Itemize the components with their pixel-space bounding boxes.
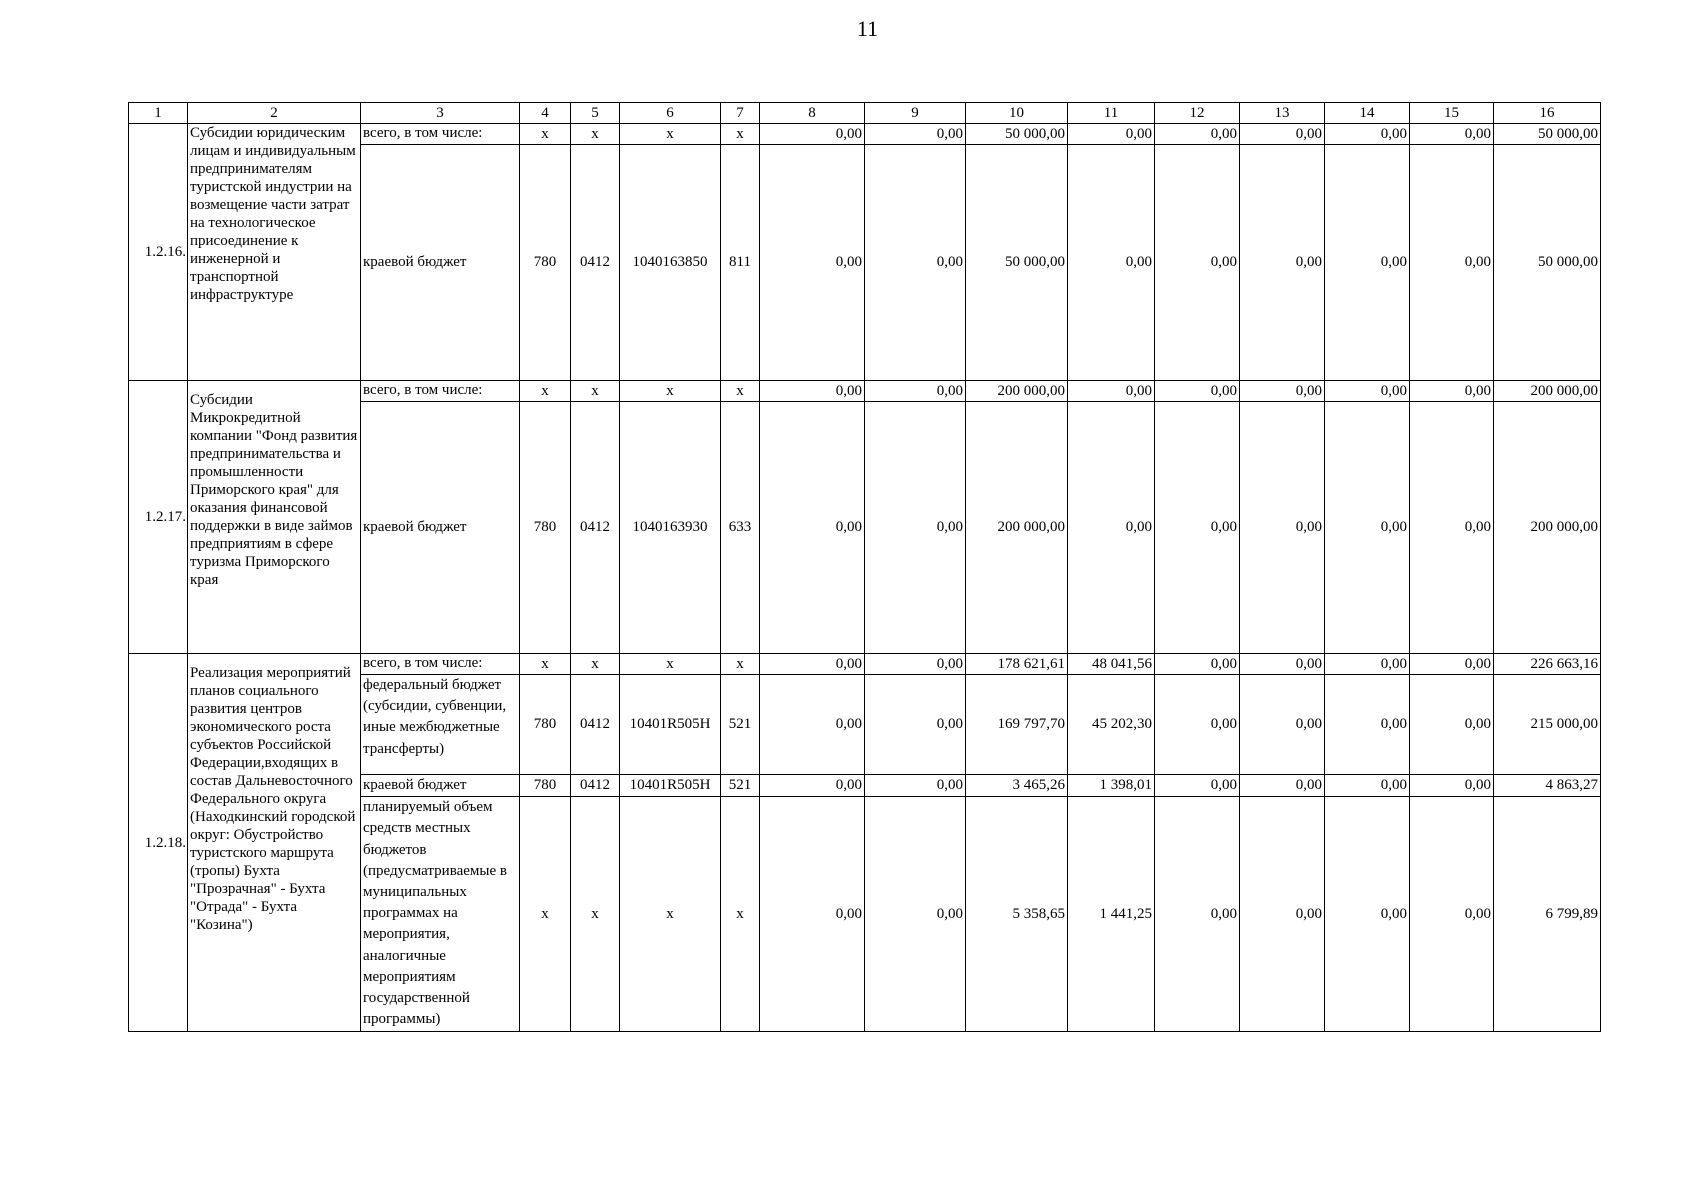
amount-cell: 0,00 [1155, 381, 1240, 402]
funding-source: планируемый объем средств местных бюджетов (предусматриваемые в муниципальных программах на мероприятия, аналогичные мероприятиям государственной программы) [361, 797, 520, 1032]
funding-source: федеральный бюджет (субсидии, субвенции, иные межбюджетные трансферты) [361, 675, 520, 775]
amount-cell: 178 621,61 [966, 654, 1068, 675]
amount-cell: 0,00 [760, 145, 865, 381]
amount-cell: 0,00 [1410, 797, 1494, 1032]
row-description: Субсидии Микрокредитной компании "Фонд развития предпринимательства и промышленности Приморского края" для оказания финансовой поддержки в виде займов предприятиям в сфере туризма Приморского края [188, 381, 361, 654]
code-cell: 0412 [571, 775, 620, 797]
code-cell: 0412 [571, 402, 620, 654]
amount-cell: 0,00 [1410, 145, 1494, 381]
amount-cell: 0,00 [760, 124, 865, 145]
amount-cell: 0,00 [1325, 381, 1410, 402]
code-cell: x [520, 124, 571, 145]
amount-cell: 50 000,00 [1494, 124, 1601, 145]
amount-cell: 200 000,00 [966, 402, 1068, 654]
header-cell: 2 [188, 103, 361, 124]
code-cell: 521 [721, 675, 760, 775]
code-cell: x [571, 381, 620, 402]
code-cell: 0412 [571, 675, 620, 775]
amount-cell: 0,00 [1325, 775, 1410, 797]
header-cell: 5 [571, 103, 620, 124]
amount-cell: 0,00 [1240, 797, 1325, 1032]
amount-cell: 0,00 [865, 145, 966, 381]
amount-cell: 169 797,70 [966, 675, 1068, 775]
code-cell: x [620, 381, 721, 402]
amount-cell: 0,00 [760, 775, 865, 797]
header-cell: 14 [1325, 103, 1410, 124]
code-cell: 780 [520, 775, 571, 797]
code-cell: x [620, 124, 721, 145]
funding-source: краевой бюджет [361, 775, 520, 797]
header-cell: 7 [721, 103, 760, 124]
amount-cell: 0,00 [1240, 675, 1325, 775]
code-cell: x [620, 654, 721, 675]
row-description: Реализация мероприятий планов социального развития центров экономического роста субъектов Российской Федерации,входящих в состав Дальневосточного Федерального округа (Находкинский городской округ: Обустройство туристского маршрута (тропы) Бухта "Прозрачная" - Бухта "Отрада" - Бухта "Козина") [188, 654, 361, 1032]
amount-cell: 0,00 [760, 381, 865, 402]
amount-cell: 3 465,26 [966, 775, 1068, 797]
amount-cell: 0,00 [1240, 775, 1325, 797]
code-cell: 0412 [571, 145, 620, 381]
amount-cell: 0,00 [1410, 675, 1494, 775]
code-cell: 633 [721, 402, 760, 654]
code-cell: x [571, 654, 620, 675]
amount-cell: 0,00 [1155, 797, 1240, 1032]
code-cell: x [571, 124, 620, 145]
amount-cell: 50 000,00 [1494, 145, 1601, 381]
code-cell: 780 [520, 402, 571, 654]
funding-source: краевой бюджет [361, 402, 520, 654]
header-cell: 15 [1410, 103, 1494, 124]
amount-cell: 0,00 [1410, 402, 1494, 654]
header-cell: 8 [760, 103, 865, 124]
header-row [129, 103, 1601, 124]
amount-cell: 0,00 [760, 675, 865, 775]
code-cell: x [520, 797, 571, 1032]
amount-cell: 1 398,01 [1068, 775, 1155, 797]
amount-cell: 0,00 [1068, 145, 1155, 381]
amount-cell: 0,00 [865, 775, 966, 797]
amount-cell: 0,00 [1240, 381, 1325, 402]
amount-cell: 0,00 [1155, 675, 1240, 775]
amount-cell: 0,00 [760, 654, 865, 675]
code-cell: x [721, 124, 760, 145]
code-cell: x [721, 654, 760, 675]
code-cell: 1040163850 [620, 145, 721, 381]
amount-cell: 0,00 [1155, 654, 1240, 675]
amount-cell: 0,00 [865, 654, 966, 675]
row-number: 1.2.18. [129, 654, 188, 1032]
header-cell: 10 [966, 103, 1068, 124]
amount-cell: 0,00 [865, 124, 966, 145]
header-cell: 3 [361, 103, 520, 124]
code-cell: 1040163930 [620, 402, 721, 654]
code-cell: 10401R505H [620, 675, 721, 775]
header-cell: 9 [865, 103, 966, 124]
table-row [129, 124, 1601, 145]
amount-cell: 0,00 [760, 797, 865, 1032]
amount-cell: 200 000,00 [966, 381, 1068, 402]
header-cell: 1 [129, 103, 188, 124]
code-cell: 780 [520, 145, 571, 381]
amount-cell: 0,00 [1325, 675, 1410, 775]
amount-cell: 0,00 [1155, 775, 1240, 797]
code-cell: x [721, 797, 760, 1032]
amount-cell: 0,00 [1155, 145, 1240, 381]
amount-cell: 50 000,00 [966, 145, 1068, 381]
amount-cell: 5 358,65 [966, 797, 1068, 1032]
amount-cell: 6 799,89 [1494, 797, 1601, 1032]
amount-cell: 226 663,16 [1494, 654, 1601, 675]
code-cell: x [520, 654, 571, 675]
amount-cell: 50 000,00 [966, 124, 1068, 145]
amount-cell: 0,00 [865, 402, 966, 654]
amount-cell: 0,00 [1410, 124, 1494, 145]
code-cell: x [620, 797, 721, 1032]
header-cell: 12 [1155, 103, 1240, 124]
amount-cell: 0,00 [1155, 124, 1240, 145]
row-number: 1.2.17. [129, 381, 188, 654]
amount-cell: 0,00 [1410, 381, 1494, 402]
budget-table [128, 102, 1601, 1032]
amount-cell: 0,00 [1325, 145, 1410, 381]
funding-source: всего, в том числе: [361, 381, 520, 402]
code-cell: 521 [721, 775, 760, 797]
amount-cell: 0,00 [1325, 797, 1410, 1032]
amount-cell: 0,00 [865, 797, 966, 1032]
amount-cell: 0,00 [1240, 402, 1325, 654]
amount-cell: 0,00 [1240, 654, 1325, 675]
amount-cell: 0,00 [1325, 654, 1410, 675]
amount-cell: 200 000,00 [1494, 381, 1601, 402]
code-cell: x [721, 381, 760, 402]
header-cell: 11 [1068, 103, 1155, 124]
amount-cell: 0,00 [1240, 124, 1325, 145]
code-cell: 780 [520, 675, 571, 775]
code-cell: x [571, 797, 620, 1032]
header-cell: 6 [620, 103, 721, 124]
code-cell: 10401R505H [620, 775, 721, 797]
funding-source: всего, в том числе: [361, 124, 520, 145]
code-cell: 811 [721, 145, 760, 381]
amount-cell: 0,00 [1325, 402, 1410, 654]
header-cell: 13 [1240, 103, 1325, 124]
amount-cell: 48 041,56 [1068, 654, 1155, 675]
amount-cell: 0,00 [1068, 381, 1155, 402]
page-number: 11 [856, 16, 879, 41]
code-cell: x [520, 381, 571, 402]
amount-cell: 200 000,00 [1494, 402, 1601, 654]
table-row [129, 381, 1601, 402]
amount-cell: 0,00 [865, 381, 966, 402]
amount-cell: 0,00 [1240, 145, 1325, 381]
amount-cell: 0,00 [865, 675, 966, 775]
amount-cell: 0,00 [1068, 402, 1155, 654]
amount-cell: 215 000,00 [1494, 675, 1601, 775]
amount-cell: 1 441,25 [1068, 797, 1155, 1032]
header-cell: 16 [1494, 103, 1601, 124]
amount-cell: 0,00 [1410, 654, 1494, 675]
row-description: Субсидии юридическим лицам и индивидуальным предпринимателям туристской индустрии на возмещение части затрат на технологическое присоединение к инженерной и транспортной инфраструктуре [188, 124, 361, 381]
amount-cell: 0,00 [1325, 124, 1410, 145]
amount-cell: 45 202,30 [1068, 675, 1155, 775]
amount-cell: 0,00 [1410, 775, 1494, 797]
amount-cell: 0,00 [1155, 402, 1240, 654]
amount-cell: 0,00 [1068, 124, 1155, 145]
row-number: 1.2.16. [129, 124, 188, 381]
amount-cell: 0,00 [760, 402, 865, 654]
funding-source: краевой бюджет [361, 145, 520, 381]
table-row [129, 654, 1601, 675]
amount-cell: 4 863,27 [1494, 775, 1601, 797]
funding-source: всего, в том числе: [361, 654, 520, 675]
header-cell: 4 [520, 103, 571, 124]
